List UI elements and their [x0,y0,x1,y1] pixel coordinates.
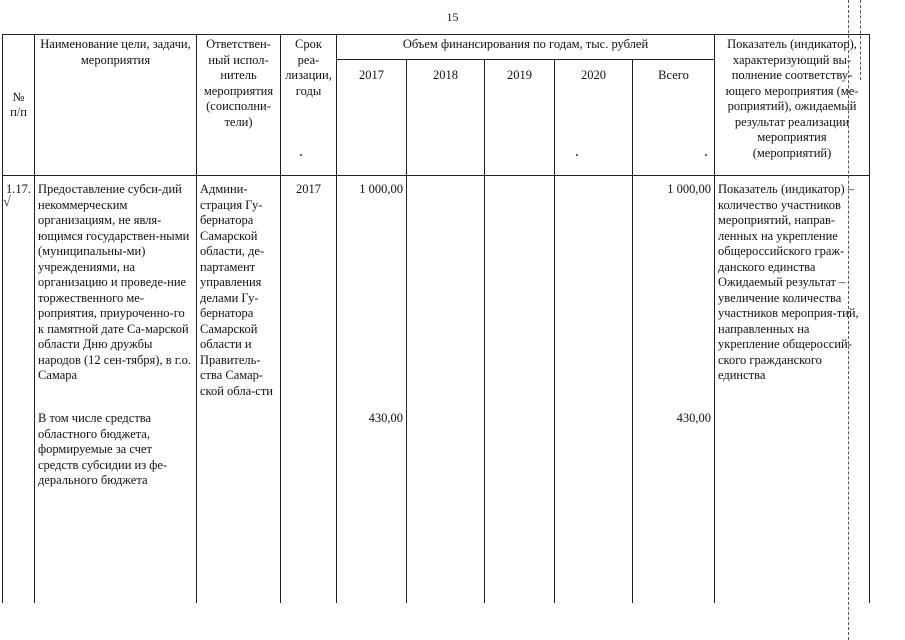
check-mark: √ [3,195,11,210]
scan-line [848,0,850,640]
scan-dot [300,154,302,156]
financing-table [2,34,870,603]
header-executor: Ответствен-ный испол-нитель мероприятия (соисполни-тели) [197,35,281,176]
row-indicator: Показатель (индикатор) – количество участников мероприятий, направ-ленных на укрепление общероссийского граж-данского единства Ожидаемый результат – увеличение количества участников мероприя-тий, направленных на укрепление общероссий-ского гражданского единства [715,176,870,402]
row-value-2018 [407,176,485,402]
row-value-2017: 1 000,00 [337,176,407,402]
row-term: 2017 [281,176,337,402]
header-term: Срок реа-лизации, годы [281,35,337,176]
header-finance: Объем финансирования по годам, тыс. рублей [337,35,715,60]
table-subrow [3,401,870,603]
header-row-1 [3,35,870,60]
row-num: 1.17. [3,176,35,402]
row-value-2020 [555,176,633,402]
subrow-value-2017: 430,00 [337,401,407,603]
header-total: Всего [633,60,715,176]
header-num: № п/п [3,35,35,176]
row-value-total: 1 000,00 [633,176,715,402]
scan-dot [705,154,707,156]
scan-line [860,0,862,80]
header-indicator: Показатель (индикатор), характеризующий вы-полнение соответству-ющего мероприятия (ме-роприятий), ожидаемый результат реализации мероприятия (мероприятий) [715,35,870,176]
header-year-2019: 2019 [485,60,555,176]
subrow-value-total: 430,00 [633,401,715,603]
row-value-2019 [485,176,555,402]
header-year-2020: 2020 [555,60,633,176]
row-executor: Админи-страция Гу-бернатора Самарской области, де-партамент управления делами Гу-бернатора Самарской области и Правитель-ства Самар-ской обла-сти [197,176,281,402]
header-year-2018: 2018 [407,60,485,176]
subrow-name: В том числе средства областного бюджета, формируемые за счет средств субсидии из фе-дерального бюджета [35,401,197,603]
scan-dot [576,154,578,156]
row-name: Предоставление субси-дий некоммерческим организациям, не явля-ющимся государствен-ными (муниципальны-ми) учреждениями, на организацию и проведе-ние торжественного ме-роприятия, приуроченно-го к памятной дате Са-марской области Дню дружбы народов (12 сен-тября), в г.о. Самара [35,176,197,402]
page-number: 15 [446,10,459,24]
header-year-2017: 2017 [337,60,407,176]
table-row [3,176,870,402]
header-name: Наименование цели, задачи, мероприятия [35,35,197,176]
